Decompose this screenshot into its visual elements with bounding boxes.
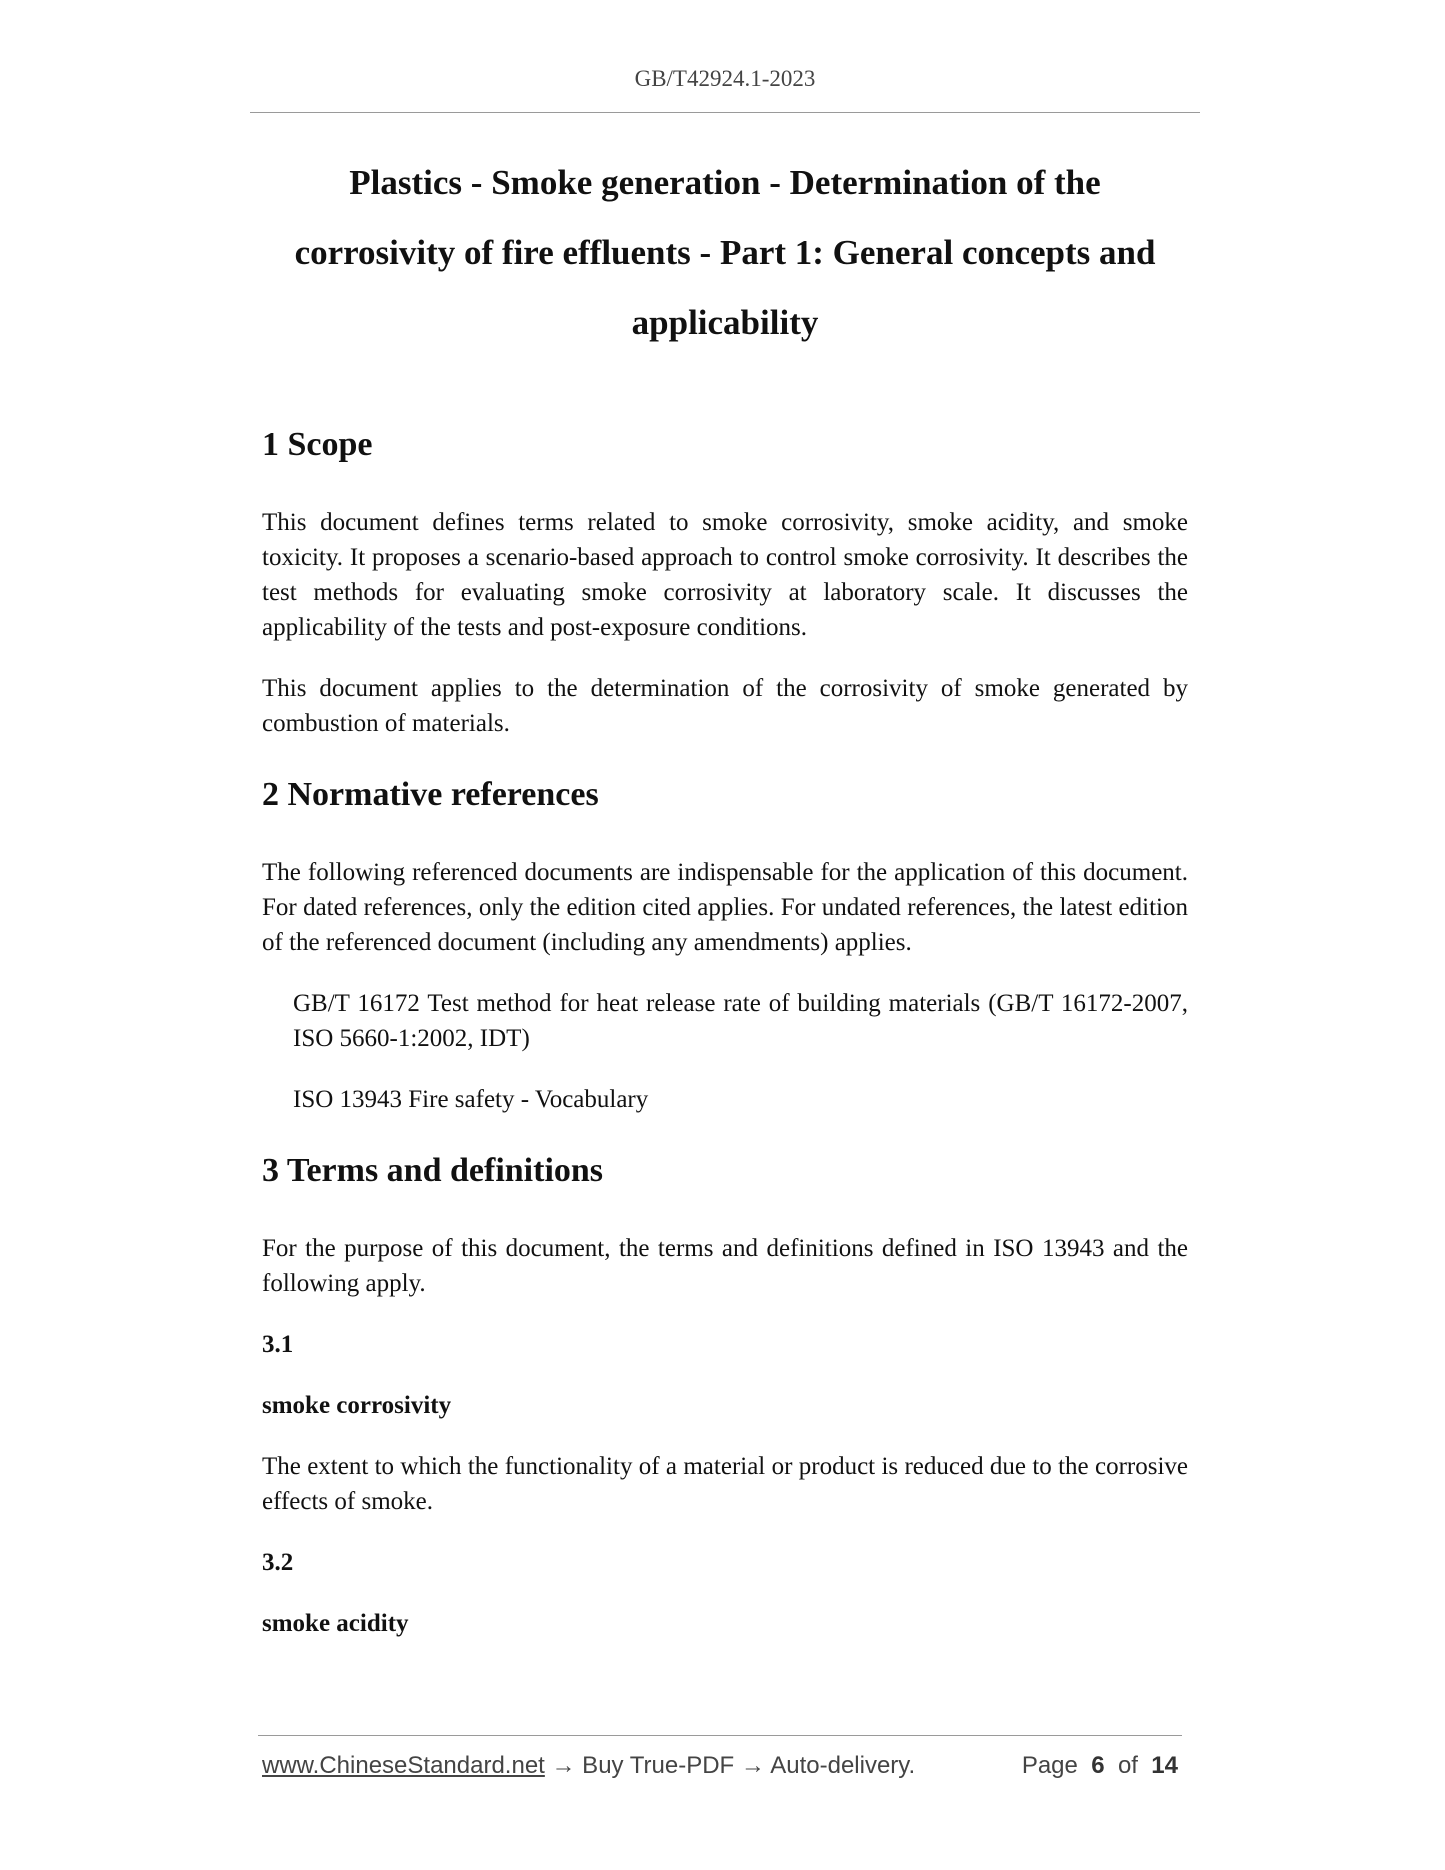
term-definition: The extent to which the functionality of a material or product is reduced due to the corrosive effects of smoke. <box>262 1453 1188 1515</box>
header-divider <box>250 112 1200 113</box>
page-footer <box>262 1752 1182 1780</box>
section-heading-normative-references: 2 Normative references <box>262 776 599 813</box>
page-current-number: 6 <box>1091 1752 1105 1779</box>
term-number: 3.1 <box>262 1331 294 1358</box>
website-link[interactable]: www.ChineseStandard.net <box>262 1752 545 1779</box>
scope-paragraph-2: This document applies to the determination of the corrosivity of smoke generated by combustion of materials. <box>262 675 1188 737</box>
terms-intro-paragraph: For the purpose of this document, the terms and definitions defined in ISO 13943 and the following apply. <box>262 1235 1188 1297</box>
document-body <box>262 425 1188 1667</box>
document-id-header: GB/T42924.1-2023 <box>634 66 816 91</box>
footer-promo-text: → Buy True-PDF → Auto-delivery. <box>544 1752 916 1779</box>
title-line-2: corrosivity of fire effluents - Part 1: General concepts and <box>294 233 1156 272</box>
page-label: Page <box>1021 1752 1078 1779</box>
normative-paragraph: The following referenced documents are indispensable for the application of this document. For dated references, only the edition cited applies. For undated references, the latest edition of the referenced document (including any amendments) applies. <box>262 859 1188 956</box>
normative-reference-item: ISO 13943 Fire safety - Vocabulary <box>293 1086 649 1113</box>
page-of-label: of <box>1117 1752 1138 1779</box>
section-heading-terms-and-definitions: 3 Terms and definitions <box>262 1152 604 1189</box>
footer-divider <box>258 1735 1182 1736</box>
document-title <box>250 148 1200 358</box>
term-name: smoke corrosivity <box>262 1392 452 1419</box>
section-heading-scope: 1 Scope <box>262 426 373 463</box>
title-line-1: Plastics - Smoke generation - Determination of the <box>349 163 1101 202</box>
title-line-3: applicability <box>631 303 819 342</box>
term-name: smoke acidity <box>262 1610 409 1637</box>
page-indicator <box>1022 1752 1178 1780</box>
term-number: 3.2 <box>262 1549 294 1576</box>
page-total-number: 14 <box>1151 1752 1178 1779</box>
normative-reference-item: GB/T 16172 Test method for heat release rate of building materials (GB/T 16172-2007, ISO 5660-1:2002, IDT) <box>293 990 1188 1052</box>
scope-paragraph-1: This document defines terms related to smoke corrosivity, smoke acidity, and smoke toxicity. It proposes a scenario-based approach to control smoke corrosivity. It describes the test methods for evaluating smoke corrosivity at laboratory scale. It discusses the applicability of the tests and post-exposure conditions. <box>262 509 1188 641</box>
